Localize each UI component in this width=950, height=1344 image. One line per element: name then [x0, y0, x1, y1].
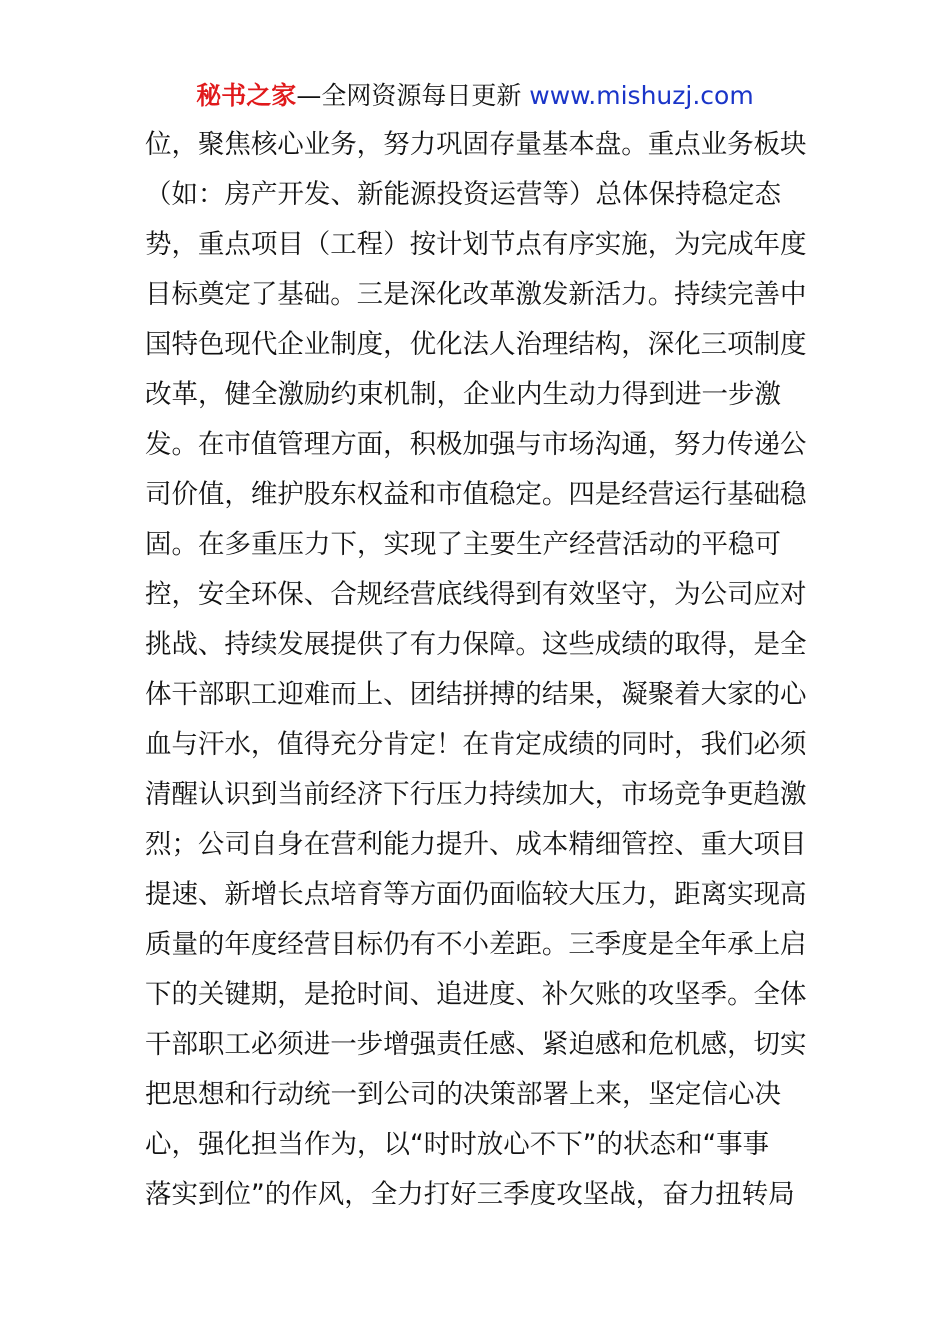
- text-line: 体干部职工迎难而上、团结拼搏的结果，凝聚着大家的心: [145, 679, 807, 710]
- text-line: 改革，健全激励约束机制，企业内生动力得到进一步激: [145, 379, 781, 410]
- text-line: 司价值，维护股东权益和市值稳定。四是经营运行基础稳: [145, 479, 807, 510]
- text-line: （如：房产开发、新能源投资运营等）总体保持稳定态: [145, 179, 781, 210]
- text-line: 位，聚焦核心业务，努力巩固存量基本盘。重点业务板块: [145, 129, 807, 160]
- text-line: 固。在多重压力下，实现了主要生产经营活动的平稳可: [145, 529, 781, 560]
- text-line: 国特色现代企业制度，优化法人治理结构，深化三项制度: [145, 329, 807, 360]
- text-line: 烈；公司自身在营利能力提升、成本精细管控、重大项目: [145, 829, 807, 860]
- text-line: 发。在市值管理方面，积极加强与市场沟通，努力传递公: [145, 429, 807, 460]
- header-tagline: —全网资源每日更新: [296, 81, 530, 110]
- brand-name: 秘书之家: [196, 81, 297, 110]
- text-line: 提速、新增长点培育等方面仍面临较大压力，距离实现高: [145, 879, 807, 910]
- text-line: 目标奠定了基础。三是深化改革激发新活力。持续完善中: [145, 279, 807, 310]
- page-header: [0, 78, 950, 114]
- text-line: 质量的年度经营目标仍有不小差距。三季度是全年承上启: [145, 929, 807, 960]
- text-line: 势，重点项目（工程）按计划节点有序实施，为完成年度: [145, 229, 807, 260]
- text-line: 把思想和行动统一到公司的决策部署上来，坚定信心决: [145, 1079, 781, 1110]
- text-line: 心，强化担当作为，以“时时放心不下”的状态和“事事: [145, 1129, 770, 1160]
- text-line: 挑战、持续发展提供了有力保障。这些成绩的取得，是全: [145, 629, 807, 660]
- body-paragraph: [145, 120, 807, 1220]
- text-line: 控，安全环保、合规经营底线得到有效坚守，为公司应对: [145, 579, 807, 610]
- text-line: 清醒认识到当前经济下行压力持续加大，市场竞争更趋激: [145, 779, 807, 810]
- text-line: 落实到位”的作风，全力打好三季度攻坚战，奋力扭转局: [145, 1179, 795, 1210]
- website-link[interactable]: www.mishuzj.com: [529, 81, 754, 110]
- text-line: 干部职工必须进一步增强责任感、紧迫感和危机感，切实: [145, 1029, 807, 1060]
- text-line: 血与汗水，值得充分肯定！在肯定成绩的同时，我们必须: [145, 729, 807, 760]
- text-line: 下的关键期，是抢时间、追进度、补欠账的攻坚季。全体: [145, 979, 807, 1010]
